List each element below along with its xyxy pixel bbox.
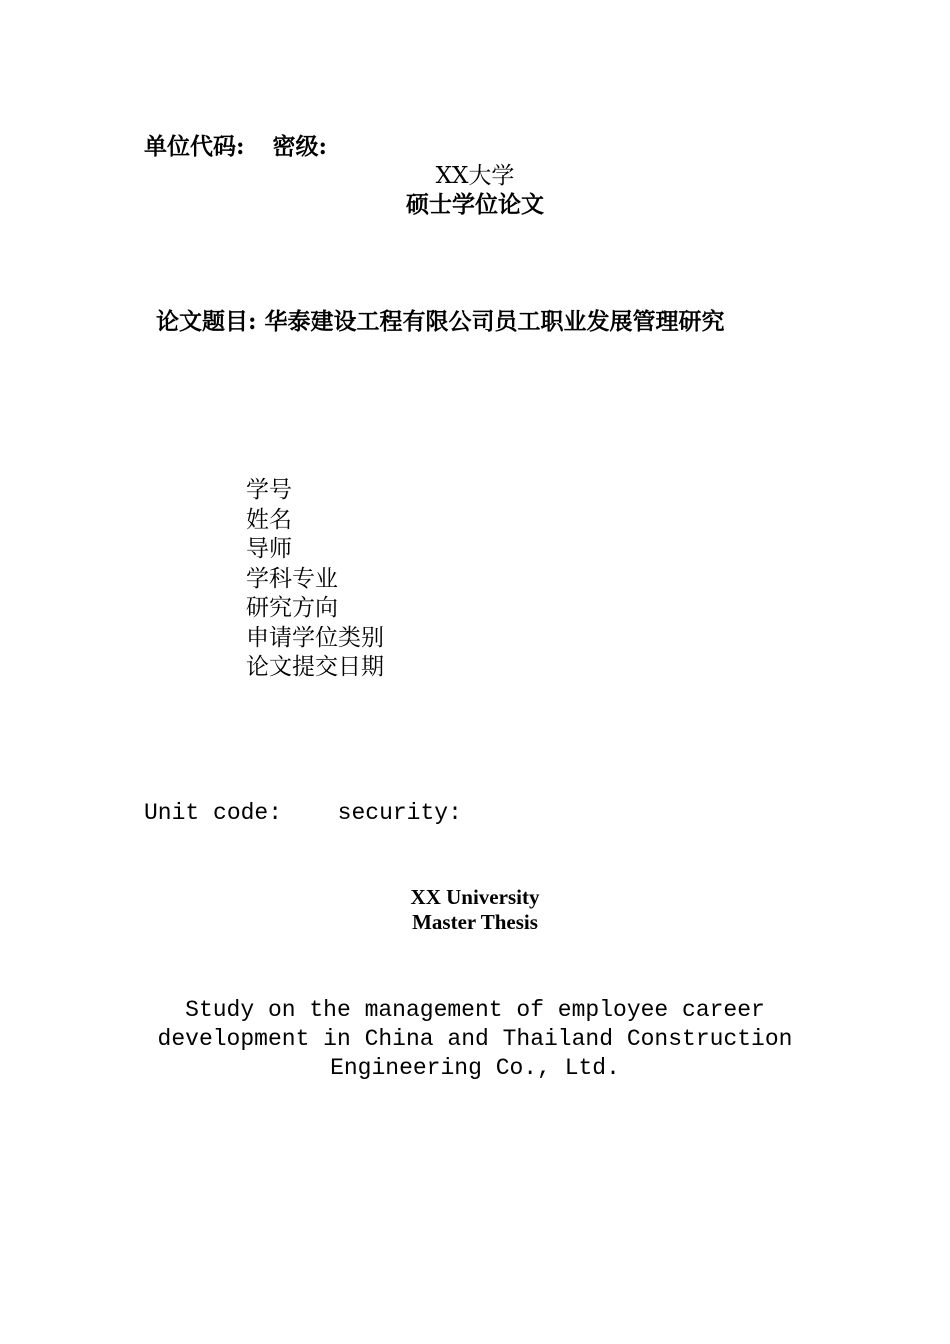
thesis-title-en-line: development in China and Thailand Construction	[157, 1026, 793, 1052]
field-submission-date: 论文提交日期	[246, 654, 384, 680]
thesis-title-text: 华泰建设工程有限公司员工职业发展管理研究	[264, 308, 725, 335]
security-label: 密级:	[272, 133, 328, 160]
unit-code-label-en: Unit code:	[144, 800, 283, 826]
field-student-id: 学号	[246, 477, 292, 503]
thesis-title-en	[0, 996, 950, 1083]
field-supervisor: 导师	[246, 536, 292, 562]
field-major: 学科专业	[246, 565, 338, 592]
unit-code-label: 单位代码:	[144, 133, 245, 160]
thesis-title-cn	[156, 303, 725, 336]
unit-code-en	[144, 800, 462, 826]
field-name: 姓名	[246, 506, 292, 533]
degree-type-en: Master Thesis	[412, 910, 538, 934]
security-label-en: security:	[337, 800, 462, 826]
university-name-cn: XX大学	[435, 163, 515, 189]
thesis-title-label: 论文题目:	[156, 308, 257, 335]
thesis-title-en-line: Engineering Co., Ltd.	[330, 1055, 620, 1081]
university-name-en: XX University	[410, 885, 540, 909]
field-research-direction: 研究方向	[246, 595, 338, 621]
degree-type-cn: 硕士学位论文	[406, 191, 544, 218]
field-degree-category: 申请学位类别	[246, 624, 384, 651]
thesis-title-en-line: Study on the management of employee career	[185, 997, 765, 1023]
info-field-list	[246, 476, 384, 683]
